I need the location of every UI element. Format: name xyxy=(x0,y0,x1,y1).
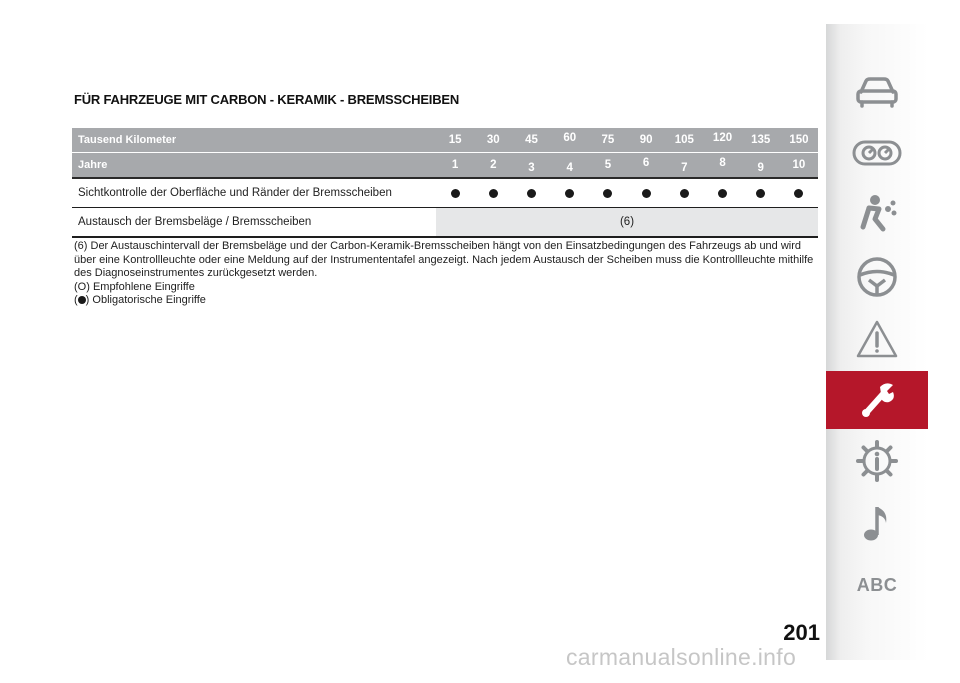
note-mandatory: ( ) Obligatorische Eingriffe xyxy=(74,294,206,306)
year-cell: 4 xyxy=(566,162,573,174)
sidebar-item-safety[interactable] xyxy=(826,184,928,242)
sidebar-item-emergency[interactable] xyxy=(826,310,928,368)
mandatory-dot-icon xyxy=(794,189,803,198)
year-cell: 8 xyxy=(719,157,726,169)
year-cell: 5 xyxy=(604,159,612,171)
km-cell: 45 xyxy=(525,134,538,146)
footnotes xyxy=(74,240,818,308)
km-cell: 150 xyxy=(789,134,809,146)
year-cell: 10 xyxy=(792,159,806,171)
maintenance-table xyxy=(72,128,818,238)
table-row xyxy=(72,208,818,238)
wrench-icon xyxy=(856,379,898,421)
page-number: 201 xyxy=(783,620,820,645)
sidebar-item-index[interactable] xyxy=(826,556,928,614)
sidebar-item-multimedia[interactable] xyxy=(826,494,928,552)
sidebar-item-driving[interactable] xyxy=(826,248,928,306)
year-cell: 6 xyxy=(642,157,650,169)
table-header-km-row xyxy=(72,128,818,153)
mandatory-dot-icon xyxy=(756,189,765,198)
km-cell: 90 xyxy=(639,134,653,146)
span-note-cell: (6) xyxy=(436,208,818,236)
sidebar-item-instruments[interactable] xyxy=(826,124,928,182)
km-cell: 60 xyxy=(563,132,577,144)
km-cell: 135 xyxy=(751,134,771,146)
sidebar-item-technical-data[interactable] xyxy=(826,432,928,490)
warning-triangle-icon xyxy=(855,319,899,359)
mandatory-dot-icon xyxy=(680,189,689,198)
mandatory-dot-icon xyxy=(718,189,727,198)
dashboard-gauges-icon xyxy=(852,140,902,166)
note-6: (6) Der Austauschintervall der Bremsbeläge und der Carbon-Keramik-Bremsscheiben hängt von den Einsatzbedingungen des Fahrzeugs ab und wird über eine Kontrollleuchte oder eine Meldung auf der Instrumententafel angezeigt. Nach jedem Austausch der Scheiben muss die Kontrollleuchte mithilfe des Diagnoseinstrumentes zurückgesetzt werden. xyxy=(74,240,814,279)
mandatory-dot-icon xyxy=(527,189,536,198)
watermark: carmanualsonline.info xyxy=(566,644,797,670)
abc-icon: ABC xyxy=(856,574,898,595)
table-header-years-row xyxy=(72,153,818,179)
section-title: FÜR FAHRZEUGE MIT CARBON - KERAMIK - BREMSSCHEIBEN xyxy=(74,92,460,107)
header-km-label: Tausend Kilometer xyxy=(78,134,177,146)
km-cell: 120 xyxy=(712,132,733,144)
mandatory-dot-icon xyxy=(642,189,651,198)
mandatory-dot-icon xyxy=(565,189,574,198)
row-label: Sichtkontrolle der Oberfläche und Ränder der Bremsscheiben xyxy=(78,187,392,199)
year-cell: 9 xyxy=(757,162,764,174)
header-years-label: Jahre xyxy=(78,159,108,171)
music-note-icon xyxy=(860,503,894,543)
note-recommended: (O) Empfohlene Eingriffe xyxy=(74,280,195,293)
table-row xyxy=(72,179,818,208)
km-cell: 15 xyxy=(448,134,462,146)
km-cell: 75 xyxy=(601,134,615,146)
chapter-sidebar xyxy=(826,24,928,660)
car-icon xyxy=(855,74,899,108)
sidebar-item-car[interactable] xyxy=(826,62,928,120)
km-cell: 105 xyxy=(674,134,694,146)
info-gear-icon xyxy=(856,440,898,482)
year-cell: 1 xyxy=(451,159,459,171)
steering-wheel-icon xyxy=(856,256,898,298)
year-cell: 2 xyxy=(490,159,497,171)
km-cell: 30 xyxy=(486,134,500,146)
mandatory-dot-icon xyxy=(489,189,498,198)
mandatory-dot-icon xyxy=(603,189,612,198)
year-cell: 3 xyxy=(528,162,535,174)
airbag-person-icon xyxy=(855,193,899,233)
mandatory-dot-icon xyxy=(451,189,460,198)
sidebar-item-maintenance[interactable] xyxy=(826,371,928,429)
year-cell: 7 xyxy=(681,162,688,174)
row-label: Austausch der Bremsbeläge / Bremsscheiben xyxy=(78,216,312,228)
mandatory-dot-icon xyxy=(78,296,86,304)
